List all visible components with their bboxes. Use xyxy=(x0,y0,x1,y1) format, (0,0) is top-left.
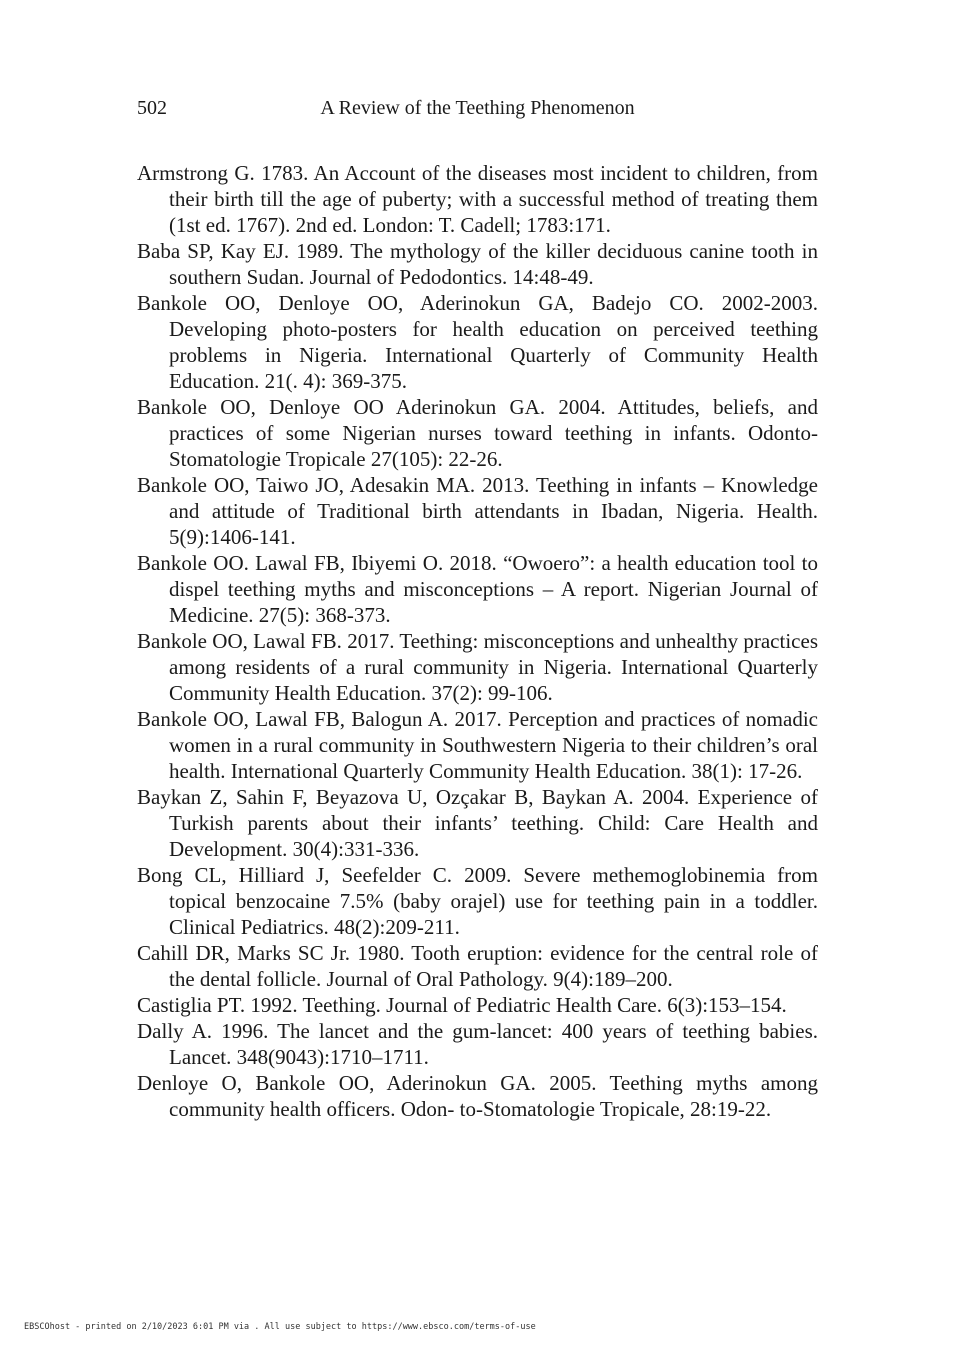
reference-entry: Bankole OO, Taiwo JO, Adesakin MA. 2013. Teething in infants – Knowledge and attitude of Traditional birth attendants in Ibadan, Nigeria. Health. 5(9):1406-141. xyxy=(137,473,818,549)
reference-list xyxy=(137,160,818,1122)
reference-entry: Bankole OO, Denloye OO Aderinokun GA. 2004. Attitudes, beliefs, and practices of some Nigerian nurses toward teething in infants. Odonto-Stomatologie Tropicale 27(105): 22-26. xyxy=(137,395,818,471)
reference-entry: Denloye O, Bankole OO, Aderinokun GA. 2005. Teething myths among community health officers. Odon- to-Stomatologie Tropicale, 28:19-22. xyxy=(137,1071,818,1121)
reference-entry: Bankole OO. Lawal FB, Ibiyemi O. 2018. “Owoero”: a health education tool to dispel teething myths and misconceptions – A report. Nigerian Journal of Medicine. 27(5): 368-373. xyxy=(137,551,818,627)
reference-entry: Bong CL, Hilliard J, Seefelder C. 2009. Severe methemoglobinemia from topical benzocaine 7.5% (baby orajel) use for teething pain in a toddler. Clinical Pediatrics. 48(2):209-211. xyxy=(137,863,818,939)
reference-entry: Dally A. 1996. The lancet and the gum-lancet: 400 years of teething babies. Lancet. 348(9043):1710–1711. xyxy=(137,1019,818,1069)
reference-entry: Armstrong G. 1783. An Account of the diseases most incident to children, from their birth till the age of puberty; with a successful method of treating them (1st ed. 1767). 2nd ed. London: T. Cadell; 1783:171. xyxy=(137,161,818,237)
reference-entry: Baykan Z, Sahin F, Beyazova U, Ozçakar B, Baykan A. 2004. Experience of Turkish parents about their infants’ teething. Child: Care Health and Development. 30(4):331-336. xyxy=(137,785,818,861)
reference-entry: Baba SP, Kay EJ. 1989. The mythology of the killer deciduous canine tooth in southern Sudan. Journal of Pedodontics. 14:48-49. xyxy=(137,239,818,289)
running-title: A Review of the Teething Phenomenon xyxy=(320,97,635,119)
reference-entry: Cahill DR, Marks SC Jr. 1980. Tooth eruption: evidence for the central role of the dental follicle. Journal of Oral Pathology. 9(4):189–200. xyxy=(137,941,818,991)
reference-entry: Bankole OO, Lawal FB, Balogun A. 2017. Perception and practices of nomadic women in a rural community in Southwestern Nigeria to their children’s oral health. International Quarterly Community Health Education. 38(1): 17-26. xyxy=(137,707,818,783)
print-footer: EBSCOhost - printed on 2/10/2023 6:01 PM via . All use subject to https://www.ebsco.com/terms-of-use xyxy=(24,1322,536,1332)
reference-entry: Bankole OO, Denloye OO, Aderinokun GA, Badejo CO. 2002-2003. Developing photo-posters for health education on perceived teething problems in Nigeria. International Quarterly of Community Health Education. 21(. 4): 369-375. xyxy=(137,291,818,393)
reference-entry: Castiglia PT. 1992. Teething. Journal of Pediatric Health Care. 6(3):153–154. xyxy=(137,993,787,1017)
reference-entry: Bankole OO, Lawal FB. 2017. Teething: misconceptions and unhealthy practices among residents of a rural community in Nigeria. International Quarterly Community Health Education. 37(2): 99-106. xyxy=(137,629,818,705)
page-number: 502 xyxy=(137,97,167,119)
